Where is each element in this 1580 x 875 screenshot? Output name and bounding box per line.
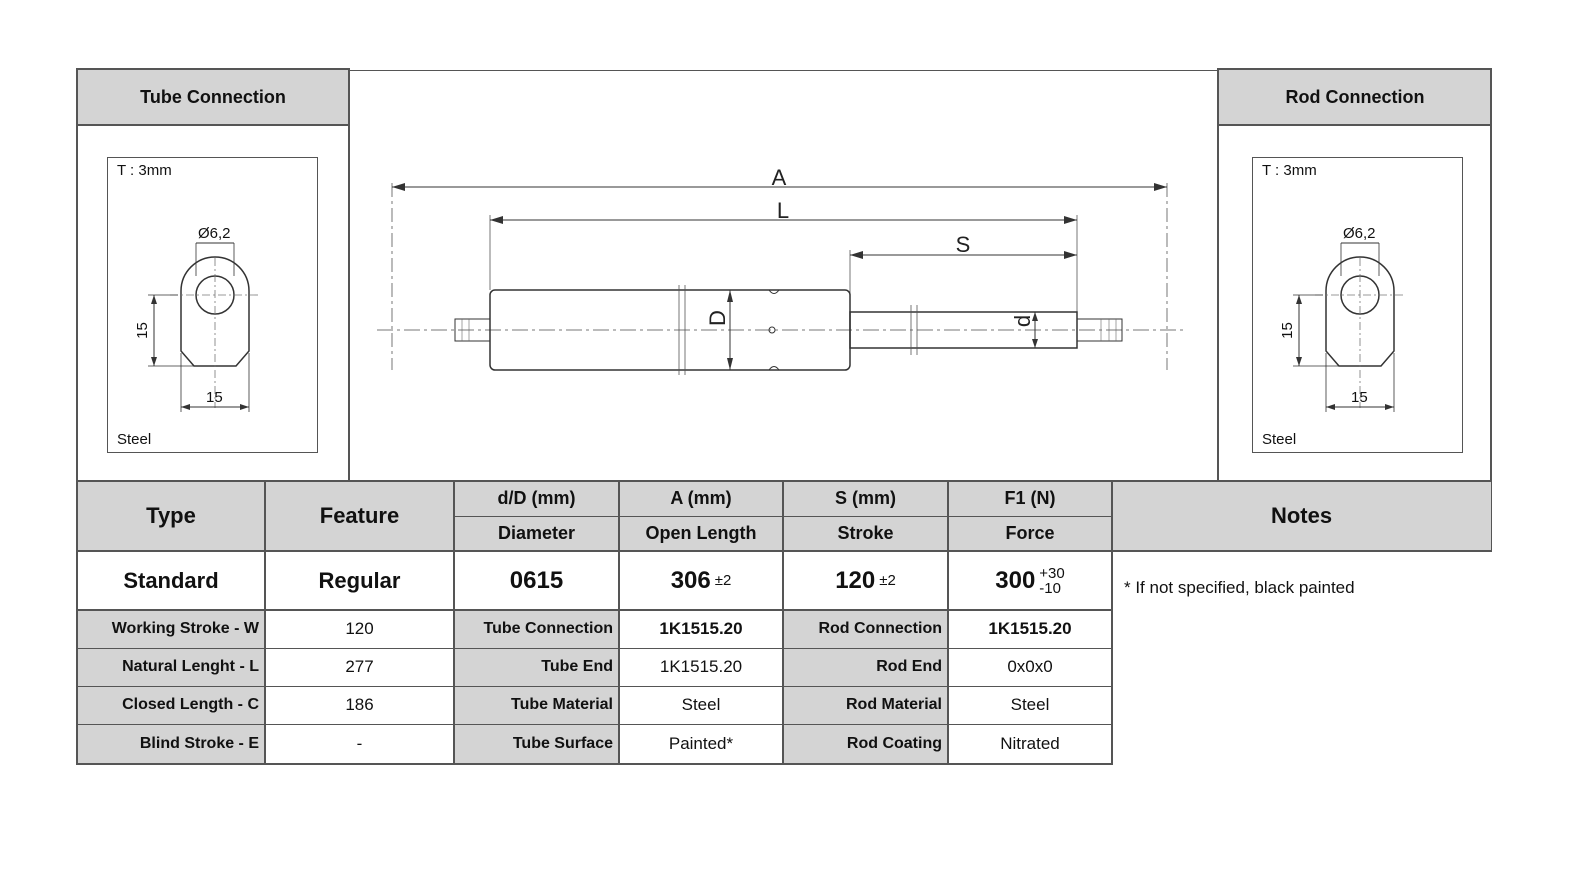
dimension-a-label: A: [771, 165, 787, 190]
tube-connection-header: [77, 69, 349, 125]
force-tolerance: [1039, 566, 1064, 596]
header-a-mm: A (mm): [670, 488, 732, 508]
header-diameter: Diameter: [497, 523, 576, 543]
header-notes: Notes: [1270, 503, 1333, 528]
header-s-mm: S (mm): [834, 488, 896, 508]
header-dd-mm: d/D (mm): [497, 488, 576, 508]
spec-label: Natural Lenght - L: [122, 658, 259, 675]
rod-width-label: 15: [1351, 389, 1368, 406]
dimension-d-tube-label: D: [705, 310, 730, 326]
main-force-value: 300 +30 -10: [995, 564, 1065, 597]
spec-label: Blind Stroke - E: [139, 735, 259, 752]
header-force: Force: [1005, 523, 1055, 543]
tube-material-label: Steel: [117, 431, 152, 448]
force-tolerance-plus: +30: [1039, 564, 1065, 582]
rod-connection-title: Rod Connection: [1285, 86, 1425, 107]
rod-material-label: Steel: [1262, 431, 1297, 448]
spec-value: Steel: [1010, 695, 1050, 714]
rod-hole-diameter-label: Ø6,2: [1343, 225, 1376, 242]
main-open-length-value: 306 ±2: [670, 566, 732, 594]
spec-label: Rod End: [876, 658, 942, 675]
stroke-tolerance: ±2: [879, 572, 896, 589]
tube-thickness-label: T : 3mm: [117, 162, 172, 179]
header-stroke: Stroke: [837, 523, 894, 543]
main-feature-value: Regular: [318, 567, 401, 593]
spec-label: Tube Surface: [512, 735, 613, 752]
header-open-length: Open Length: [645, 523, 757, 543]
spec-label: Rod Connection: [818, 620, 942, 637]
force-tolerance-minus: -10: [1039, 579, 1061, 597]
tube-connection-detail: [107, 157, 318, 453]
spec-value: 1K1515.20: [659, 657, 743, 676]
spec-value: 0x0x0: [1007, 657, 1053, 676]
tube-width-label: 15: [206, 389, 223, 406]
dimension-d-rod-label: d: [1010, 314, 1035, 328]
spec-label: Working Stroke - W: [111, 620, 259, 637]
tube-hole-diameter-label: Ø6,2: [198, 225, 231, 242]
spec-value: 186: [345, 695, 374, 714]
spec-label: Tube End: [541, 658, 613, 675]
rod-height-label: 15: [1278, 322, 1296, 339]
spec-value: Steel: [681, 695, 721, 714]
header-feature: Feature: [319, 503, 400, 528]
dimension-l-label: L: [776, 198, 790, 223]
spec-value: 1K1515.20: [659, 619, 743, 638]
spec-value: Nitrated: [1000, 734, 1060, 753]
main-diameter-value: 0615: [509, 566, 564, 594]
main-stroke-value: 120 ±2: [835, 566, 896, 594]
tube-connection-title: Tube Connection: [140, 86, 286, 107]
note-text: * If not specified, black painted: [1124, 578, 1355, 597]
spec-value: Painted*: [668, 734, 734, 753]
spec-label: Rod Coating: [846, 735, 942, 752]
spec-label: Tube Material: [511, 696, 613, 713]
header-type: Type: [146, 503, 196, 528]
rod-connection-header: [1219, 69, 1491, 125]
eyelet-drawing: [108, 158, 319, 454]
rod-thickness-label: T : 3mm: [1262, 162, 1317, 179]
gas-spring-drawing: [349, 125, 1217, 480]
spec-value: 1K1515.20: [988, 619, 1072, 638]
dimension-s-label: S: [955, 232, 971, 257]
rod-connection-detail: [1252, 157, 1463, 453]
spec-label: Rod Material: [845, 696, 942, 713]
open-length-tolerance: ±2: [714, 572, 732, 589]
spec-value: -: [356, 734, 363, 753]
main-type-value: Standard: [123, 567, 219, 593]
spec-value: 120: [345, 619, 374, 638]
spec-value: 277: [345, 657, 374, 676]
tube-height-label: 15: [133, 322, 151, 339]
header-f1-n: F1 (N): [1004, 488, 1056, 508]
spec-label: Closed Length - C: [122, 696, 259, 713]
spec-label: Tube Connection: [483, 620, 613, 637]
eyelet-drawing: [1253, 158, 1464, 454]
